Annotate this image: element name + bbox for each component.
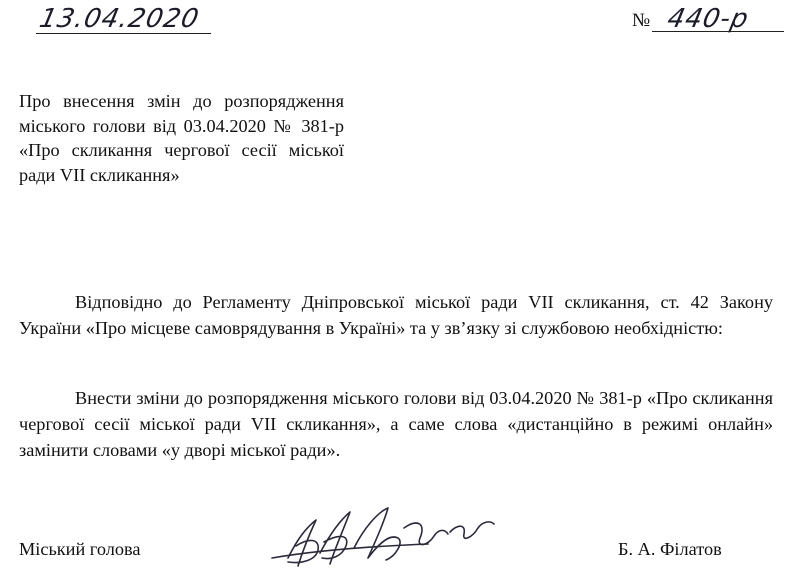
preamble-paragraph: Відповідно до Регламенту Дніпровської міської ради VII скликання, ст. 42 Закону України «Про місцеве самоврядування в Україні» та у зв’язку зі службовою необхідністю: <box>19 292 773 338</box>
handwritten-date: 13.04.2020 <box>36 4 203 34</box>
handwritten-order-number: 440-р <box>664 4 752 34</box>
signatory-name: Б. А. Філатов <box>618 539 722 559</box>
document-subject: Про внесення змін до розпорядження міського голови від 03.04.2020 № 381-р «Про скликання чергової сесії міської ради VII скликання» <box>19 91 344 185</box>
directive-paragraph: Внести зміни до розпорядження міського голови від 03.04.2020 № 381-р «Про скликання чергової сесії міської ради VII скликання», а саме слова «дистанційно в режимі онлайн» замінити словами «у дворі міської ради». <box>19 388 773 460</box>
number-sign: № <box>632 10 651 31</box>
handwritten-signature <box>258 498 508 571</box>
number-underline <box>652 31 784 32</box>
signatory-title: Міський голова <box>19 539 141 559</box>
date-underline <box>36 33 211 34</box>
